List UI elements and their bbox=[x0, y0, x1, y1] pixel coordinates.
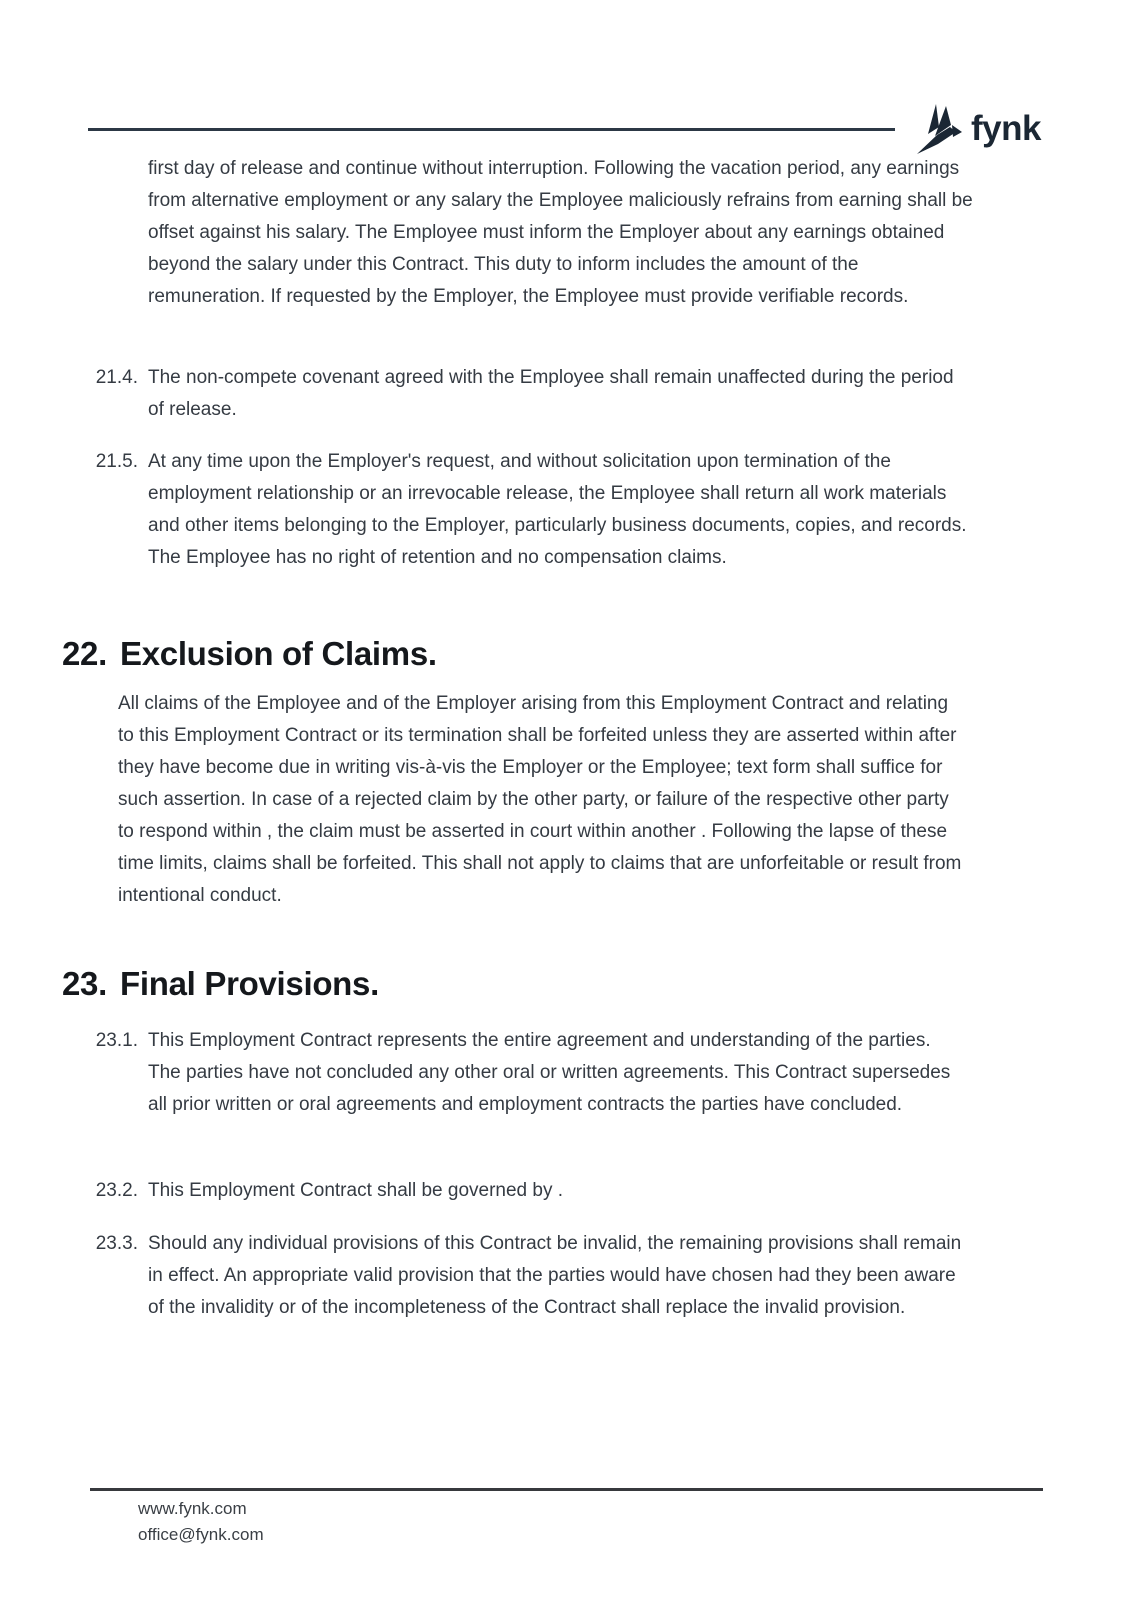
footer bbox=[138, 1496, 264, 1548]
brand-wordmark: fynk bbox=[971, 108, 1041, 148]
clause-21-5 bbox=[90, 446, 968, 574]
header-divider bbox=[88, 128, 895, 131]
clause-text: This Employment Contract shall be governed by . bbox=[148, 1180, 564, 1201]
clause-text: This Employment Contract represents the entire agreement and understanding of the parties. The parties have not concluded any other oral or written agreements. This Contract supersedes all prior written or oral agreements and employment contracts the parties have concluded. bbox=[148, 1030, 951, 1115]
clause-21-4 bbox=[90, 362, 968, 426]
section-number: 23. bbox=[62, 965, 107, 1002]
section-heading-23 bbox=[62, 964, 379, 1004]
clause-number: 21.4. bbox=[95, 367, 138, 388]
section-title: Exclusion of Claims. bbox=[120, 635, 437, 672]
footer-email-link[interactable]: office@fynk.com bbox=[138, 1525, 264, 1544]
footer-website-link[interactable]: www.fynk.com bbox=[138, 1499, 247, 1518]
section-title: Final Provisions. bbox=[120, 965, 379, 1002]
clause-number: 23.1. bbox=[95, 1030, 138, 1051]
clause-23-3 bbox=[90, 1228, 968, 1324]
clause-number: 23.3. bbox=[95, 1233, 138, 1254]
section-heading-22 bbox=[62, 634, 437, 674]
clause-23-1 bbox=[90, 1025, 968, 1121]
clause-text: Should any individual provisions of this Contract be invalid, the remaining provisions shall remain in effect. An appropriate valid provision that the parties would have chosen had they been aware of the invalidity or of the incompleteness of the Contract shall replace the invalid provision. bbox=[148, 1233, 962, 1318]
section-22-paragraph: All claims of the Employee and of the Employer arising from this Employment Contract and relating to this Employment Contract or its termination shall be forfeited unless they are asserted within after they have become due in writing vis-à-vis the Employer or the Employee; text form shall suffice for such assertion. In case of a rejected claim by the other party, or failure of the respective other party to respond within , the claim must be asserted in court within another . Following the lapse of these time limits, claims shall be forfeited. This shall not apply to claims that are unforfeitable or result from intentional conduct. bbox=[118, 693, 962, 906]
clause-text: At any time upon the Employer's request, and without solicitation upon termination of the employment relationship or an irrevocable release, the Employee shall return all work materials and other items belonging to the Employer, particularly business documents, copies, and records. The Employee has no right of retention and no compensation claims. bbox=[148, 451, 967, 568]
section-number: 22. bbox=[62, 635, 107, 672]
clause-23-2 bbox=[90, 1175, 968, 1207]
clause-number: 21.5. bbox=[95, 451, 138, 472]
origami-bird-icon bbox=[916, 104, 962, 156]
footer-divider bbox=[90, 1488, 1043, 1491]
clause-number: 23.2. bbox=[95, 1180, 138, 1201]
clause-text: The non-compete covenant agreed with the Employee shall remain unaffected during the period of release. bbox=[148, 367, 954, 420]
paragraph-continuation: first day of release and continue without interruption. Following the vacation period, any earnings from alternative employment or any salary the Employee maliciously refrains from earning shall be offset against his salary. The Employee must inform the Employer about any earnings obtained beyond the salary under this Contract. This duty to inform includes the amount of the remuneration. If requested by the Employer, the Employee must provide verifiable records. bbox=[148, 158, 973, 307]
brand-logo bbox=[916, 100, 1044, 160]
